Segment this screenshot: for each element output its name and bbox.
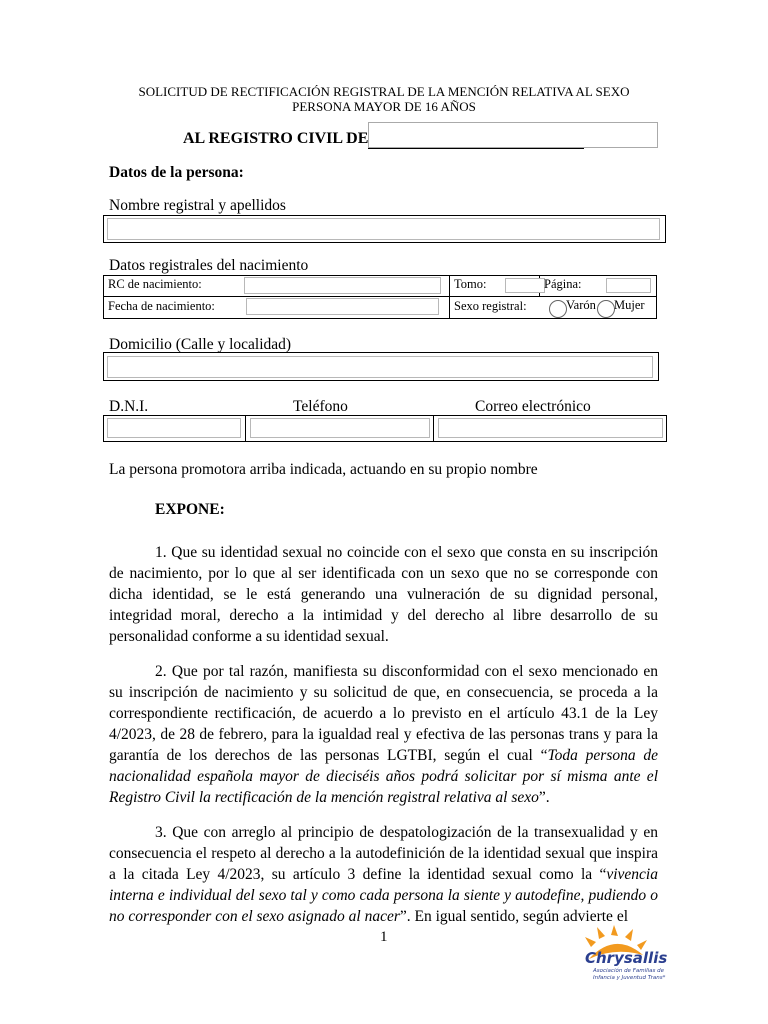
fecha-input[interactable] <box>246 298 439 315</box>
document-title-line2: PERSONA MAYOR DE 16 AÑOS <box>292 99 476 114</box>
birth-data-label: Datos registrales del nacimiento <box>109 257 309 274</box>
tomo-input[interactable] <box>505 278 545 293</box>
rc-label: RC de nacimiento: <box>108 277 202 291</box>
rc-input[interactable] <box>244 277 441 294</box>
sexo-varon-radio[interactable] <box>549 300 567 318</box>
correo-input[interactable] <box>438 418 663 438</box>
sexo-mujer-label: Mujer <box>614 298 645 312</box>
registry-underline <box>368 148 584 149</box>
person-section-heading: Datos de la persona: <box>109 164 244 181</box>
dni-input[interactable] <box>107 418 241 438</box>
telefono-label: Teléfono <box>293 398 348 415</box>
name-input[interactable] <box>107 218 660 240</box>
paragraph-3: 3. Que con arreglo al principio de despatologización de la transexualidad y en consecuencia el respeto al derecho a la autodefinición de la identidad sexual que inspira a la citada Ley 4/2023, su artículo 3 define la identidad sexual como la “vivencia interna e individual del sexo tal y como cada persona la siente y autodefine, pudiendo o no corresponder con el sexo asignado al nacer”. En igual sentido, según advierte el <box>109 824 658 925</box>
correo-label: Correo electrónico <box>475 398 591 415</box>
table-divider <box>449 275 450 319</box>
name-label: Nombre registral y apellidos <box>109 197 286 214</box>
intro-text: La persona promotora arriba indicada, actuando en su propio nombre <box>109 461 538 478</box>
registry-input[interactable] <box>368 122 658 148</box>
domicilio-box <box>103 352 659 381</box>
page-number: 1 <box>380 929 388 945</box>
sexo-varon-label: Varón <box>566 298 596 312</box>
logo-subtitle-2: Infancia y Juventud Trans* <box>593 975 666 981</box>
document-title-line1: SOLICITUD DE RECTIFICACIÓN REGISTRAL DE LA MENCIÓN RELATIVA AL SEXO <box>138 84 630 99</box>
paragraph-1: 1. Que su identidad sexual no coincide con el sexo que consta en su inscripción de nacimiento, por lo que al ser identificada con un sexo que no se corresponde con dicha identidad, se le está generando una vulneración de su dignidad personal, integridad moral, derecho a la intimidad y del derecho al libre desarrollo de su personalidad conforme a su identidad sexual. <box>109 544 658 645</box>
domicilio-label: Domicilio (Calle y localidad) <box>109 336 292 353</box>
name-box <box>103 215 666 243</box>
paragraph-2: 2. Que por tal razón, manifiesta su disconformidad con el sexo mencionado en su inscripción de nacimiento y su solicitud de que, en consecuencia, se proceda a la correspondiente rectificación, de acuerdo a lo previsto en el artículo 43.1 de la Ley 4/2023, de 28 de febrero, para la igualdad real y efectiva de las personas trans y para la garantía de los derechos de las personas LGTBI, según el cual “Toda persona de nacionalidad española mayor de dieciséis años podrá solicitar por sí misma ante el Registro Civil la rectificación de la mención registral relativa al sexo”. <box>109 663 658 806</box>
table-divider <box>433 415 434 442</box>
table-divider <box>245 415 246 442</box>
registry-label: AL REGISTRO CIVIL DE <box>183 130 369 147</box>
sexo-label: Sexo registral: <box>454 299 527 313</box>
logo-subtitle-1: Asociación de Familias de <box>593 968 665 974</box>
telefono-input[interactable] <box>250 418 430 438</box>
domicilio-input[interactable] <box>107 356 653 378</box>
pagina-input[interactable] <box>606 278 651 293</box>
table-divider <box>103 296 657 297</box>
pagina-label: Página: <box>544 277 582 291</box>
chrysallis-logo <box>581 925 677 997</box>
tomo-label: Tomo: <box>454 277 487 291</box>
expone-heading: EXPONE: <box>155 501 225 518</box>
logo-name: Chrysallis <box>585 949 668 967</box>
fecha-label: Fecha de nacimiento: <box>108 299 215 313</box>
sexo-mujer-radio[interactable] <box>597 300 615 318</box>
dni-label: D.N.I. <box>109 398 149 415</box>
